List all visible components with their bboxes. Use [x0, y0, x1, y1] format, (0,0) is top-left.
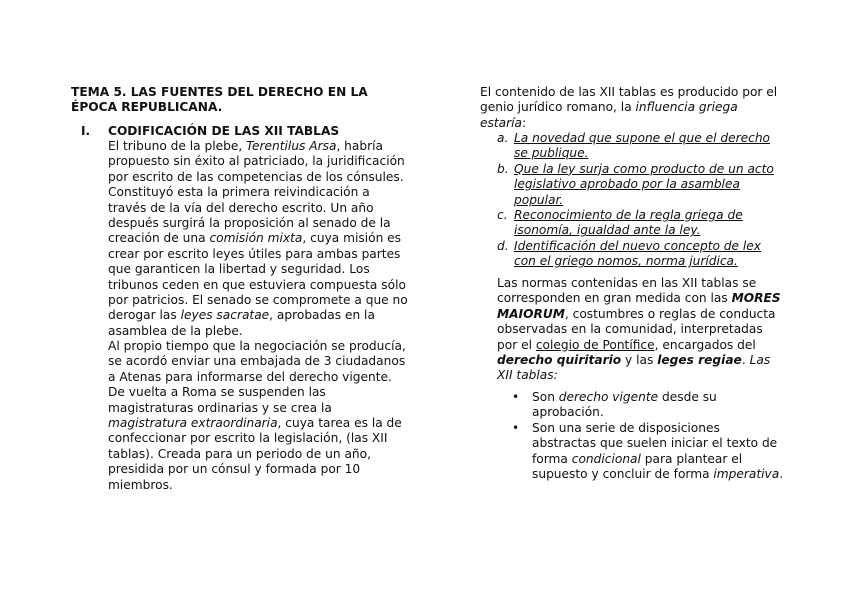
page-title: [71, 85, 401, 116]
text-span: :: [521, 115, 527, 130]
term-derecho-vigente: derecho vigente: [558, 390, 659, 404]
text-span: , aprobadas en la asamblea de la plebe.: [108, 308, 375, 338]
term-leges-regiae: leges regiae: [657, 353, 742, 368]
text-span: Al propio tiempo que la negociación se producía, se acordó enviar una embajada de 3 ciudadanos a Atenas para informarse del derecho vigente. De vuelta a Roma se suspenden las magistraturas ordinarias y se crea la: [108, 339, 406, 415]
text-span: Son: [532, 390, 559, 404]
list-item: [497, 208, 777, 239]
text-span: desde su aprobación.: [532, 390, 717, 420]
term-imperativa: imperativa: [713, 467, 780, 482]
text-span: El contenido de las XII tablas es producido por el genio jurídico romano, la: [480, 85, 778, 115]
term-derecho-quiritario: derecho quiritario: [497, 353, 622, 368]
term-xii-tablas: Las XII tablas:: [497, 353, 771, 383]
list-item: [497, 239, 777, 270]
text-span: .: [779, 467, 784, 482]
list-item-text: Identificación del nuevo concepto de lex con el griego nomos, norma jurídica.: [514, 238, 762, 269]
text-span: , encargados del: [654, 337, 756, 352]
list-item-text: La novedad que supone el que el derecho se publique.: [514, 131, 771, 161]
list-item-text: Que la ley surja como producto de un acto legislativo aprobado por la asamblea popular.: [514, 161, 774, 207]
bullet-icon: •: [512, 420, 520, 435]
list-item-text: Reconocimiento de la regla griega de isonomía, igualdad ante la ley.: [514, 208, 743, 238]
section-title: CODIFICACIÓN DE LAS XII TABLAS: [108, 124, 340, 138]
list-item-label: a.: [497, 131, 509, 145]
list-item-label: c.: [497, 208, 508, 223]
list-item-label: b.: [497, 161, 509, 176]
bullet-icon: •: [512, 390, 520, 404]
text-span: Las normas contenidas en las XII tablas se corresponden en gran medida con las: [497, 276, 757, 306]
list-item: [497, 131, 777, 162]
section-number: I.: [81, 124, 91, 138]
text-span: , cuya tarea es la de confeccionar por escrito la legislación, (las XII tablas). Creada para un periodo de un año, presidida por un cónsul y formada por 10 miembros.: [108, 416, 402, 492]
term-magistratura: magistratura extraordinaria: [108, 416, 278, 431]
text-span: , habría propuesto sin éxito al patriciado, la juridificación por escrito de las competencias de los cónsules. Constituyó esta la primera reivindicación a través de la vía del derecho escrito. Un año después surgirá la proposición al senado de la creación de una: [108, 139, 405, 246]
xii-tablas-bullets: [512, 390, 787, 482]
list-item: [512, 421, 787, 483]
title-line-1: TEMA 5. LAS FUENTES DEL DERECHO EN LA: [71, 85, 368, 99]
term-condicional: condicional: [571, 451, 641, 466]
paragraph-norms: [497, 276, 782, 384]
title-line-2: ÉPOCA REPUBLICANA.: [71, 100, 223, 115]
list-item-label: d.: [497, 238, 509, 253]
text-span: El tribuno de la plebe,: [108, 139, 247, 153]
term-leyes-sacratae: leyes sacratae: [180, 308, 270, 323]
text-span: para plantear el supuesto y concluir de forma: [532, 451, 743, 482]
text-span: Son una serie de disposiciones abstractas que suelen iniciar el texto de forma: [532, 420, 778, 466]
paragraph-intro: [480, 85, 780, 131]
list-item: [512, 390, 787, 421]
term-terentilus: Terentilus Arsa: [246, 139, 337, 153]
text-span: .: [741, 353, 750, 368]
term-colegio-pontifice: colegio de Pontífice: [535, 337, 655, 352]
list-item: [497, 162, 777, 208]
term-comision-mixta: comisión mixta: [209, 231, 303, 246]
text-span: , cuya misión es crear por escrito leyes útiles para ambas partes que garanticen la libertad y seguridad. Los tribunos ceden en que estuviera compuesta sólo por patricios. El senado se compromete a que no derogar las: [108, 231, 408, 323]
text-span: , costumbres o reglas de conducta observadas en la comunidad, interpretadas por el: [497, 306, 776, 352]
text-span: y las: [621, 353, 658, 368]
influences-list: [497, 131, 777, 270]
term-influencia: influencia griega estaría: [480, 100, 738, 130]
paragraph-embassy: [108, 339, 408, 493]
term-mores-maiorum: MORES MAIORUM: [497, 291, 781, 321]
paragraph-commission: [108, 139, 408, 339]
